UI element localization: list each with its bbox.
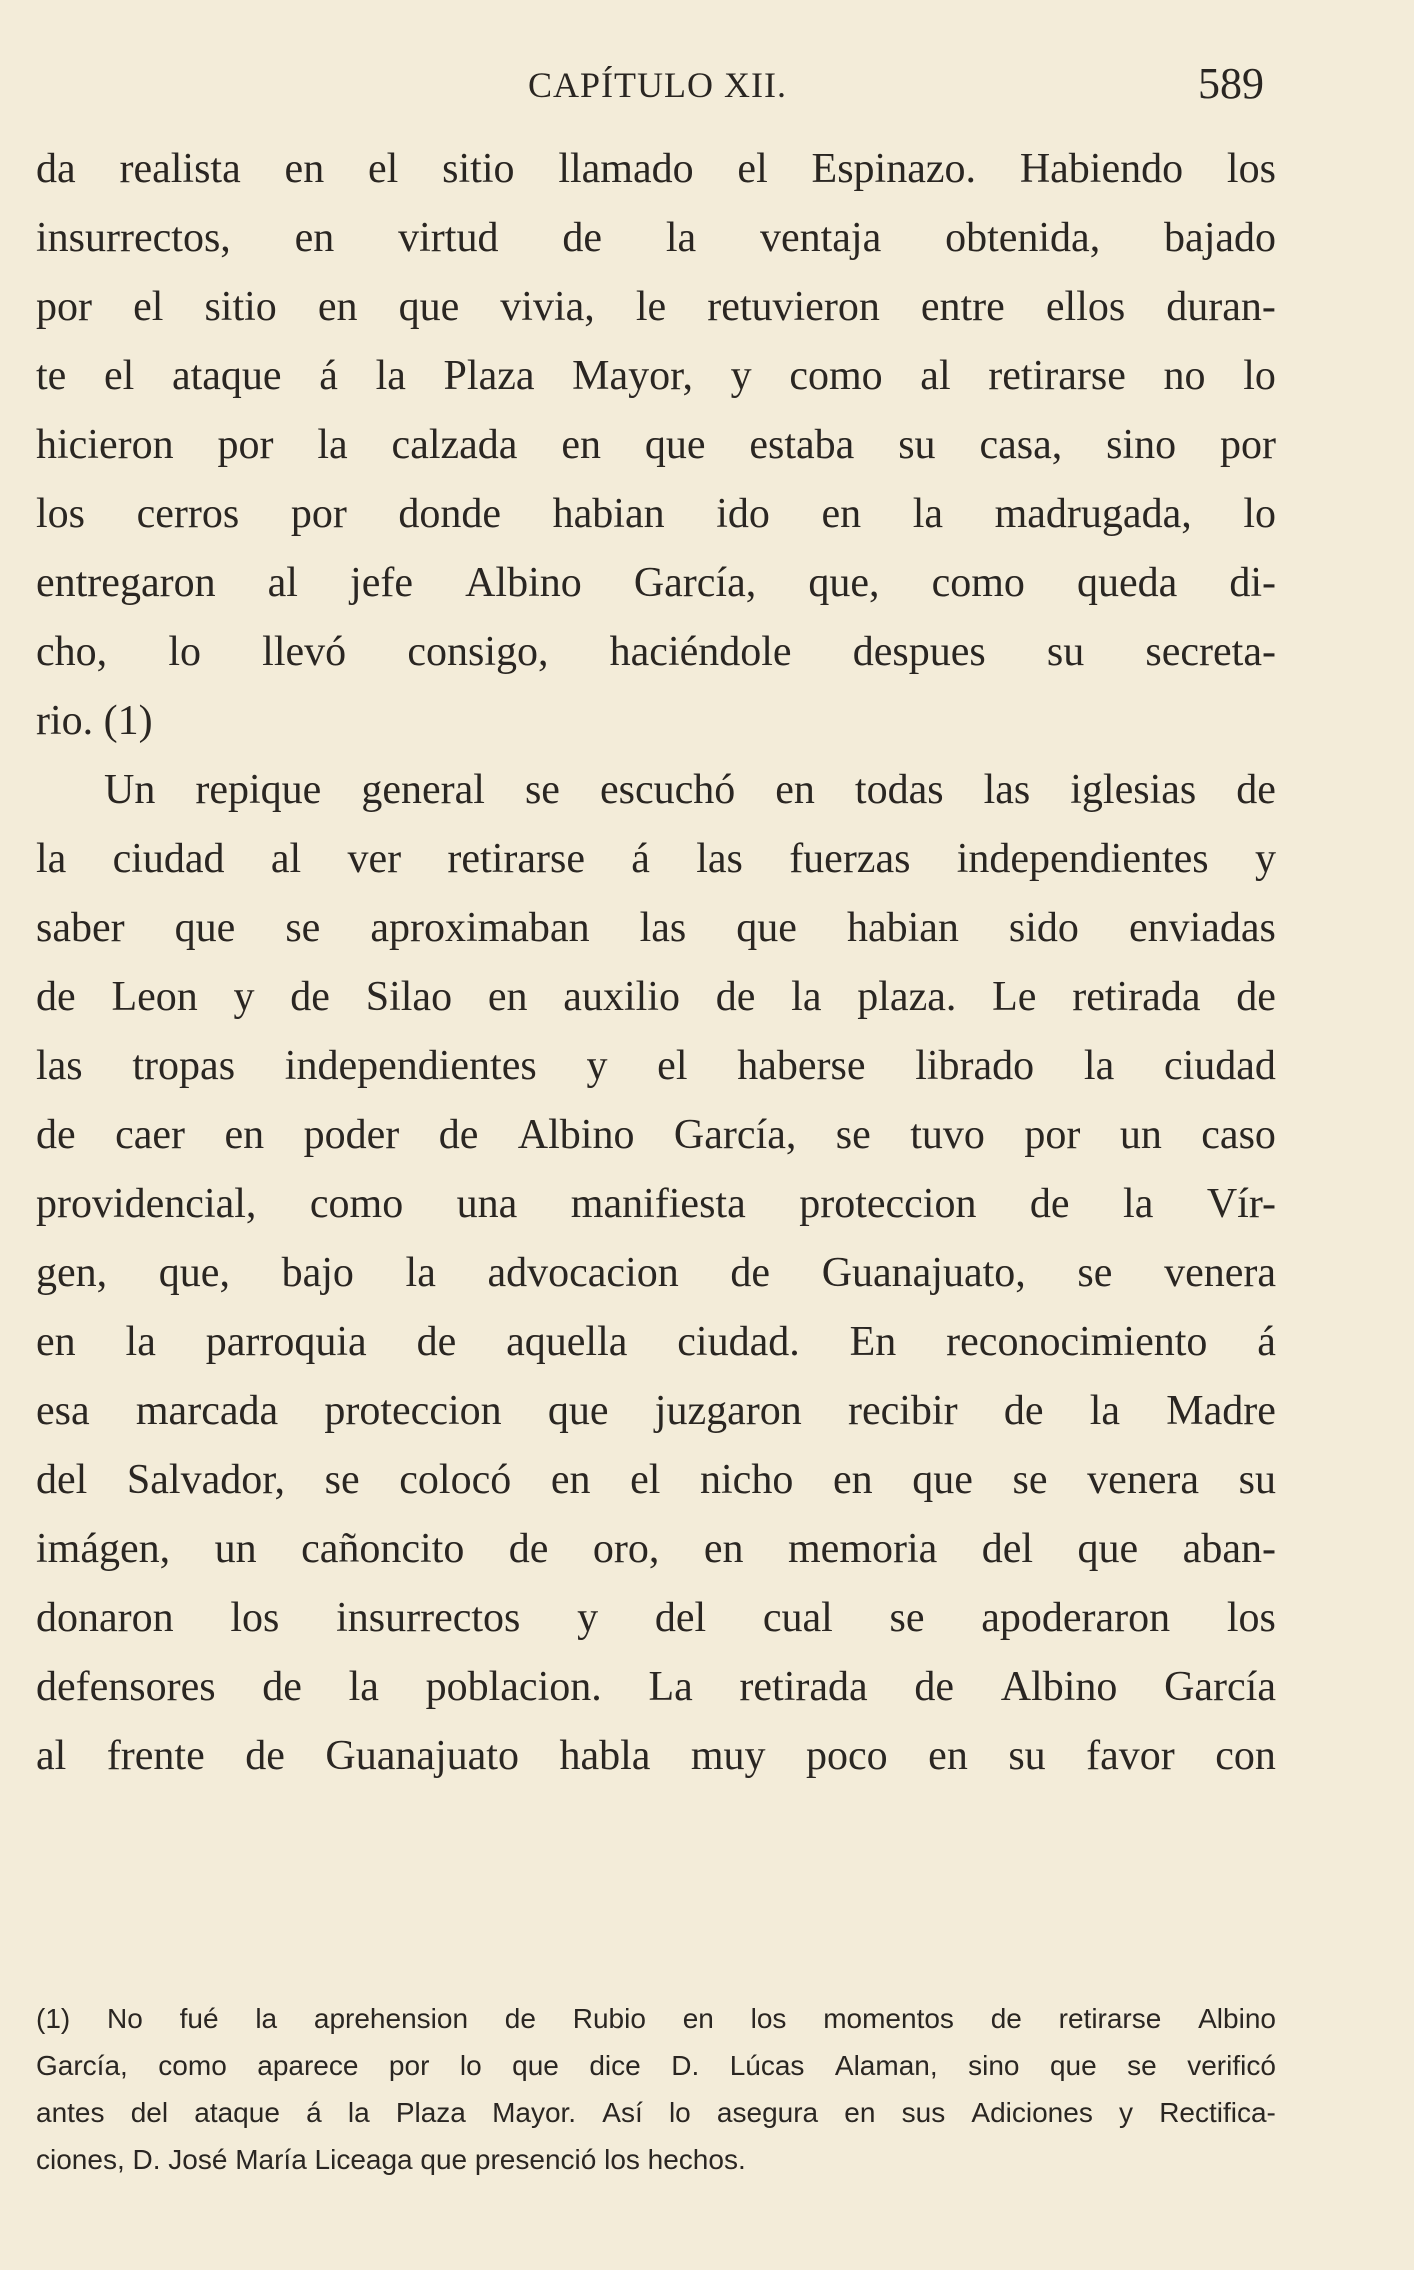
- page-header: [0, 58, 1414, 118]
- running-head: CAPÍTULO XII.: [528, 65, 787, 105]
- text-line: saber que se aproximaban las que habian sido enviadas: [36, 905, 1276, 951]
- text-line: la ciudad al ver retirarse á las fuerzas independientes y: [36, 836, 1276, 882]
- text-line: las tropas independientes y el haberse librado la ciudad: [36, 1043, 1276, 1089]
- text-line: de caer en poder de Albino García, se tuvo por un caso: [36, 1112, 1276, 1158]
- footnote-line: (1) No fué la aprehension de Rubio en los momentos de retirarse Albino: [36, 2003, 1276, 2034]
- text-line: defensores de la poblacion. La retirada de Albino García: [36, 1664, 1276, 1710]
- text-line: te el ataque á la Plaza Mayor, y como al retirarse no lo: [36, 353, 1276, 399]
- footnotes: [36, 1995, 1276, 2183]
- text-line: donaron los insurrectos y del cual se apoderaron los: [36, 1595, 1276, 1641]
- text-line: da realista en el sitio llamado el Espinazo. Habiendo los: [36, 146, 1276, 192]
- text-line: cho, lo llevó consigo, haciéndole despues su secreta-: [36, 629, 1276, 675]
- body-text: [36, 135, 1276, 1791]
- text-line: Un repique general se escuchó en todas las iglesias de: [104, 767, 1276, 813]
- text-line: al frente de Guanajuato habla muy poco en su favor con: [36, 1733, 1276, 1779]
- text-line: del Salvador, se colocó en el nicho en que se venera su: [36, 1457, 1276, 1503]
- footnote-line: García, como aparece por lo que dice D. Lúcas Alaman, sino que se verificó: [36, 2050, 1276, 2081]
- text-line: gen, que, bajo la advocacion de Guanajuato, se venera: [36, 1250, 1276, 1296]
- text-line: imágen, un cañoncito de oro, en memoria del que aban-: [36, 1526, 1276, 1572]
- text-line: hicieron por la calzada en que estaba su casa, sino por: [36, 422, 1276, 468]
- footnote-line: ciones, D. José María Liceaga que presenció los hechos.: [36, 2144, 746, 2175]
- text-line: rio. (1): [36, 698, 153, 744]
- text-line: entregaron al jefe Albino García, que, como queda di-: [36, 560, 1276, 606]
- text-line: insurrectos, en virtud de la ventaja obtenida, bajado: [36, 215, 1276, 261]
- text-line: los cerros por donde habian ido en la madrugada, lo: [36, 491, 1276, 537]
- text-line: por el sitio en que vivia, le retuvieron entre ellos duran-: [36, 284, 1276, 330]
- text-line: de Leon y de Silao en auxilio de la plaza. Le retirada de: [36, 974, 1276, 1020]
- text-line: providencial, como una manifiesta proteccion de la Vír-: [36, 1181, 1276, 1227]
- footnote-line: antes del ataque á la Plaza Mayor. Así lo asegura en sus Adiciones y Rectifica-: [36, 2097, 1276, 2128]
- page-number: 589: [1198, 59, 1264, 108]
- text-line: esa marcada proteccion que juzgaron recibir de la Madre: [36, 1388, 1276, 1434]
- text-line: en la parroquia de aquella ciudad. En reconocimiento á: [36, 1319, 1276, 1365]
